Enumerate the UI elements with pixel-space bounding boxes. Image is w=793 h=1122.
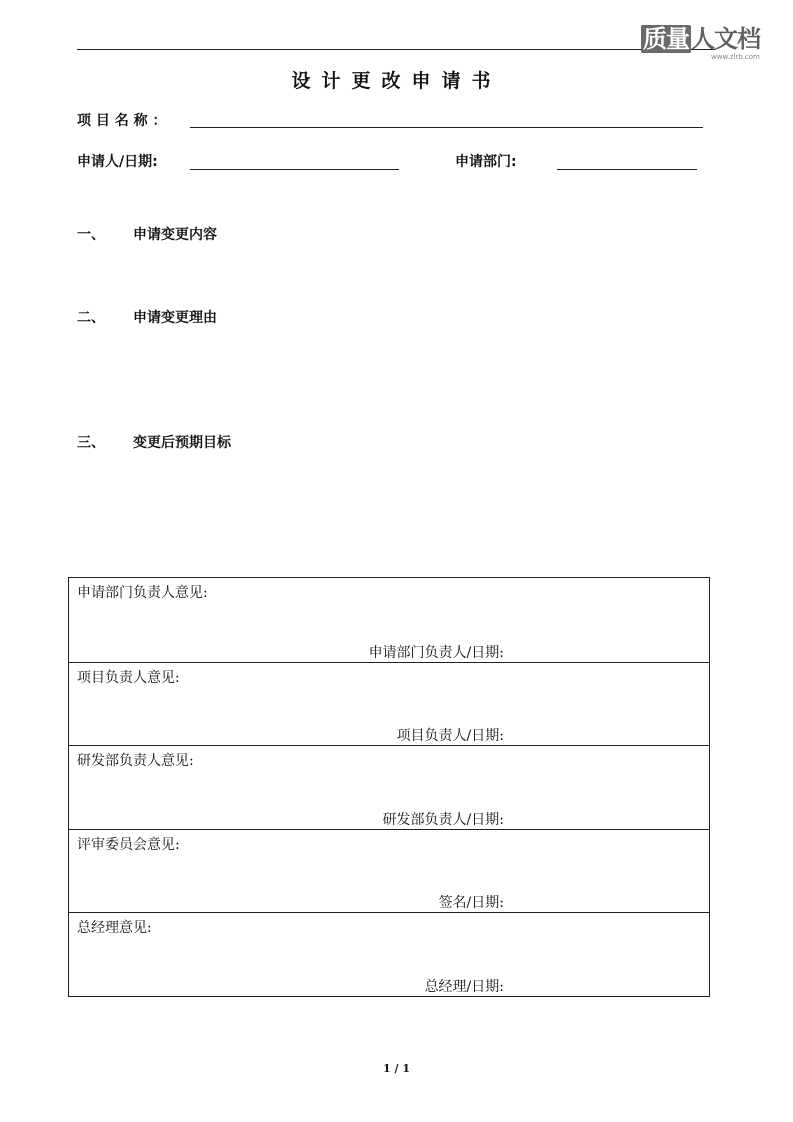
section-change-content	[77, 224, 217, 244]
signature-date-label: 申请部门负责人/日期:	[368, 644, 504, 661]
approval-row-review-committee	[69, 829, 709, 913]
approval-row-general-manager	[69, 912, 709, 996]
approval-row-rd-head	[69, 745, 709, 829]
signature-date-label: 总经理/日期:	[424, 978, 504, 995]
header-rule	[77, 49, 715, 50]
opinion-label: 项目负责人意见:	[77, 669, 180, 686]
department-field[interactable]	[557, 169, 697, 170]
section-number: 一、	[77, 227, 105, 243]
project-name-label: 项 目 名 称 ：	[77, 113, 167, 129]
watermark-logo	[641, 24, 783, 64]
project-name-field[interactable]	[190, 127, 703, 128]
approval-row-dept-head	[69, 578, 709, 662]
section-expected-goal	[77, 432, 231, 452]
approval-table	[68, 577, 710, 997]
page-number: 1 / 1	[383, 1062, 410, 1075]
applicant-date-field[interactable]	[190, 169, 399, 170]
section-title: 申请变更内容	[133, 227, 217, 243]
opinion-label: 申请部门负责人意见:	[77, 585, 208, 601]
signature-date-label: 签名/日期:	[438, 895, 504, 912]
logo-brand-b: 人文档	[691, 25, 760, 53]
signature-date-label: 研发部负责人/日期:	[382, 811, 504, 828]
section-change-reason	[77, 307, 217, 327]
opinion-label: 评审委员会意见:	[77, 836, 180, 853]
approval-row-project-lead	[69, 662, 709, 746]
section-number: 二、	[77, 310, 105, 326]
applicant-date-label: 申请人/日期:	[77, 154, 158, 170]
signature-date-label: 项目负责人/日期:	[396, 728, 504, 745]
opinion-label: 研发部负责人意见:	[77, 753, 194, 770]
logo-url: www.zlrb.com	[711, 53, 760, 61]
section-number: 三、	[77, 435, 105, 451]
logo-brand-a: 质量	[643, 25, 689, 53]
section-title: 变更后预期目标	[133, 435, 231, 451]
document-title: 设计更改申请书	[291, 70, 502, 92]
department-label: 申请部门:	[455, 154, 517, 170]
section-title: 申请变更理由	[133, 310, 217, 326]
opinion-label: 总经理意见:	[77, 920, 152, 937]
logo-brand	[641, 24, 760, 54]
